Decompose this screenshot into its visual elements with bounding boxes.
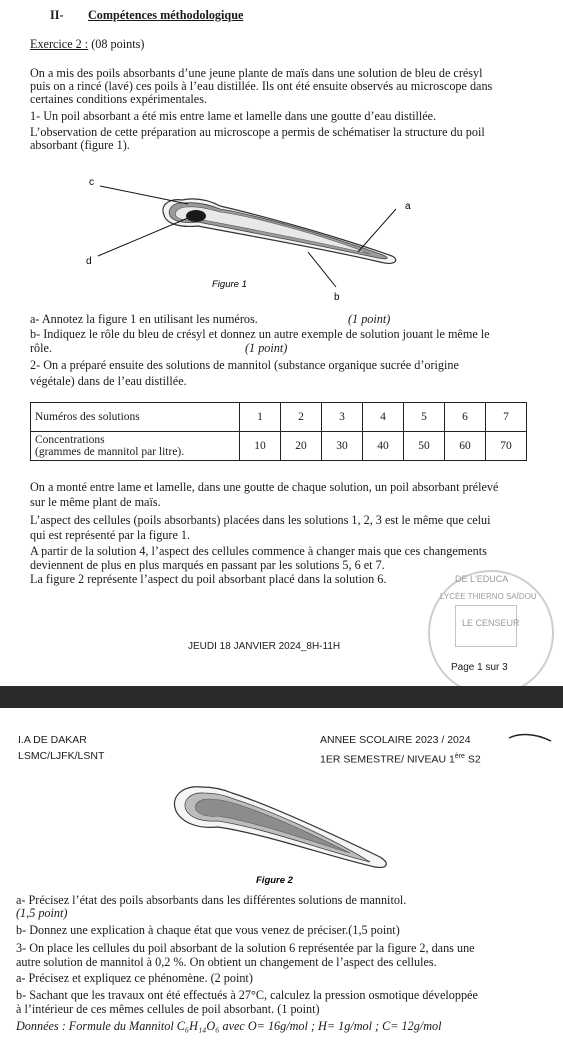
table-cell: 7 — [486, 403, 527, 432]
header-level-s: S2 — [467, 753, 481, 766]
table-row — [31, 403, 527, 432]
table-header-conc-line-1: Concentrations — [35, 434, 105, 446]
header-level-sup: ère — [454, 753, 465, 760]
stamp-text-1: DE L'EDUCA — [455, 574, 509, 584]
table-cell: 30 — [322, 432, 363, 461]
figure-1-caption: Figure 1 — [212, 279, 247, 290]
header-school-2: LSMC/LJFK/LSNT — [18, 750, 105, 762]
q1b-points: (1 point) — [245, 341, 288, 355]
paragraph-line-6: deviennent de plus en plus marqués en passant par les solutions 5, 6 et 7. — [30, 558, 385, 572]
q2-line-2: végétale) dans de l’eau distillée. — [30, 374, 187, 388]
table-cell: 4 — [363, 403, 404, 432]
stamp-text-3: LE CENSEUR — [462, 618, 520, 628]
exercise-points: (08 points) — [91, 37, 145, 51]
paragraph-line-7: La figure 2 représente l’aspect du poil absorbant placé dans la solution 6. — [30, 572, 387, 586]
footer-date: JEUDI 18 JANVIER 2024_8H-11H — [188, 641, 341, 652]
q3b-line-2: à l’intérieur de ces mêmes cellules de poil absorbant. (1 point) — [16, 1002, 320, 1016]
nucleus — [186, 210, 206, 222]
q3b-line-1: b- Sachant que les travaux ont été effectués à 27°C, calculez la pression osmotique développée — [16, 988, 478, 1002]
table-cell: 1 — [240, 403, 281, 432]
q-b-text: b- Donnez une explication à chaque état que vous venez de préciser.(1,5 point) — [16, 923, 400, 937]
section-title: Compétences méthodologique — [88, 8, 244, 22]
figure-1-label-a: a — [405, 201, 411, 212]
root-hair-cell — [163, 199, 396, 263]
header-semester — [320, 750, 481, 767]
figure-1-diagram — [80, 168, 420, 308]
table-header-conc-line-2: (grammes de mannitol par litre). — [35, 446, 185, 458]
q-a-line-1: a- Précisez l’état des poils absorbants dans les différentes solutions de mannitol. — [16, 893, 407, 907]
q1-line-2: L’observation de cette préparation au microscope a permis de schématiser la structure du poil — [30, 125, 485, 139]
q2-line-1: 2- On a préparé ensuite des solutions de mannitol (substance organique sucrée d’origine — [30, 358, 459, 372]
table-cell: 60 — [445, 432, 486, 461]
table-cell: 10 — [240, 432, 281, 461]
header-year: ANNEE SCOLAIRE 2023 / 2024 — [320, 734, 471, 746]
section-number: II- — [50, 8, 64, 22]
stamp-text-2: LYCÉE THIERNO SAÏDOU — [440, 592, 537, 601]
figure-1-label-d: d — [86, 256, 92, 267]
paragraph-line-5: A partir de la solution 4, l’aspect des cellules commence à changer mais que ces changements — [30, 544, 487, 558]
table-cell: 40 — [363, 432, 404, 461]
page-separator — [0, 686, 563, 708]
table-header-numbers: Numéros des solutions — [31, 403, 240, 432]
pen-mark — [505, 730, 555, 746]
q1-line-3: absorbant (figure 1). — [30, 138, 130, 152]
solutions-table — [30, 402, 527, 461]
header-semester-text: 1ER SEMESTRE/ NIVEAU — [320, 753, 447, 766]
paragraph-line-1: On a monté entre lame et lamelle, dans une goutte de chaque solution, un poil absorbant prélevé — [30, 480, 499, 494]
q1a-points: (1 point) — [348, 312, 391, 326]
q-a-line-2: (1,5 point) — [16, 906, 68, 920]
table-row — [31, 432, 527, 461]
q3-line-1: 3- On place les cellules du poil absorbant de la solution 6 représentée par la figure 2, dans une — [16, 941, 475, 955]
exercise-title — [30, 38, 144, 52]
intro-line-1: On a mis des poils absorbants d’une jeune plante de maïs dans une solution de bleu de crésyl — [30, 66, 483, 80]
table-cell: 6 — [445, 403, 486, 432]
q1-line-1: 1- Un poil absorbant a été mis entre lame et lamelle dans une goutte d’eau distillée. — [30, 109, 437, 123]
figure-1-label-b: b — [334, 292, 340, 303]
intro-line-3: certaines conditions expérimentales. — [30, 92, 207, 106]
paragraph-line-3: L’aspect des cellules (poils absorbants) placées dans les solutions 1, 2, 3 est le même que celui — [30, 513, 491, 527]
q3-line-2: autre solution de mannitol à 0,2 %. On obtient un changement de l’aspect des cellules. — [16, 955, 437, 969]
header-school: I.A DE DAKAR — [18, 734, 87, 746]
paragraph-line-4: qui est représenté par la figure 1. — [30, 528, 191, 542]
table-header-concentrations — [31, 432, 240, 461]
q1b-line-1: b- Indiquez le rôle du bleu de crésyl et donnez un autre exemple de solution jouant le même le — [30, 327, 490, 341]
intro-line-2: puis on a rincé (lavé) ces poils à l’eau distillée. Ils ont été ensuite observés au microscope dans — [30, 79, 493, 93]
q3a-text: a- Précisez et expliquez ce phénomène. (2 point) — [16, 971, 253, 985]
figure-1-label-c: c — [89, 177, 94, 188]
table-cell: 5 — [404, 403, 445, 432]
q1a-text: a- Annotez la figure 1 en utilisant les numéros. — [30, 312, 258, 326]
footer-page-number: Page 1 sur 3 — [451, 662, 508, 673]
exercise-label: Exercice 2 : — [30, 37, 89, 51]
paragraph-line-2: sur le même plant de maïs. — [30, 495, 161, 509]
table-cell: 70 — [486, 432, 527, 461]
table-cell: 3 — [322, 403, 363, 432]
q1b-line-2: rôle. — [30, 341, 52, 355]
table-cell: 2 — [281, 403, 322, 432]
figure-2-diagram — [160, 775, 400, 887]
table-cell: 50 — [404, 432, 445, 461]
header-level-num: 1 — [448, 753, 455, 766]
donnees-text: Données : Formule du Mannitol C₆H₁₄O₆ avec O= 16g/mol ; H= 1g/mol ; C= 12g/mol — [16, 1019, 442, 1033]
table-cell: 20 — [281, 432, 322, 461]
figure-2-caption: Figure 2 — [256, 875, 293, 886]
